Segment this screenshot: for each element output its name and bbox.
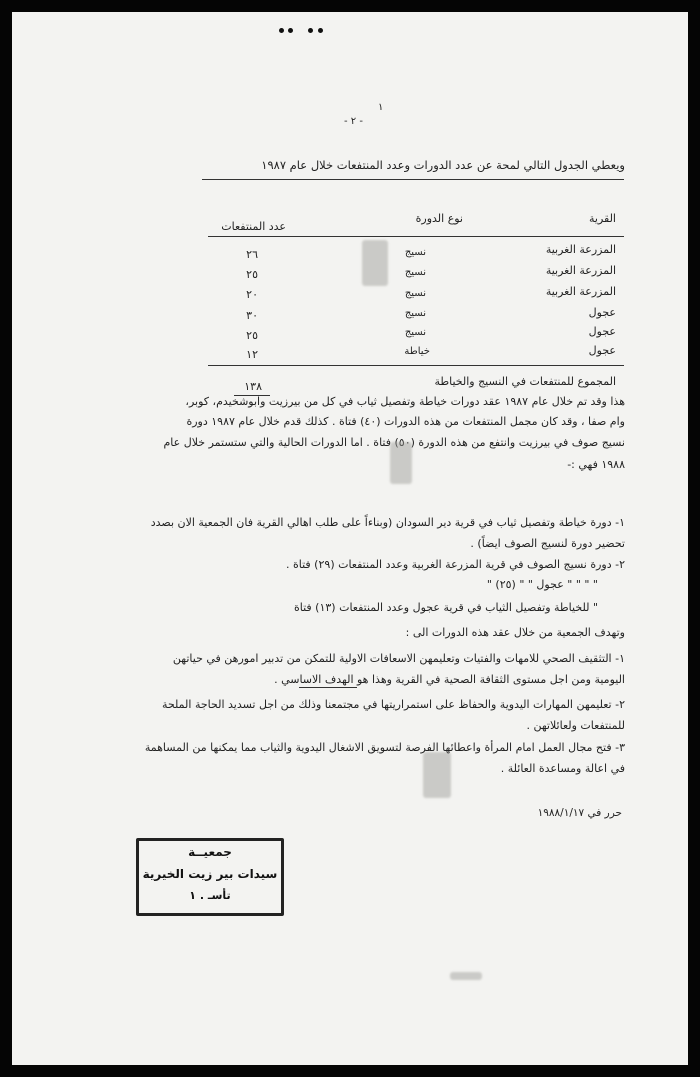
- table-total-label: المجموع للمنتفعات في النسيج والخياطة: [434, 375, 616, 388]
- paragraph-line: نسيج صوف في بيرزيت وانتفع من هذه الدورة (٥٠) فتاة . اما الدورات الحالية والتي ستستمر خلال عام: [163, 436, 625, 449]
- underline-emphasis: [299, 687, 357, 688]
- list-line: " " " " عجول " " (٢٥) ": [486, 578, 598, 591]
- goal-line: للمنتفعات ولعائلاتهن .: [526, 719, 625, 732]
- table-row-type: نسيج: [404, 327, 426, 338]
- punch-hole: [279, 28, 284, 33]
- goals-intro: وتهدف الجمعية من خلال عقد هذه الدورات الى :: [405, 626, 625, 639]
- ink-smudge: [390, 442, 412, 484]
- list-line: ١- دورة خياطة وتفصيل ثياب في قرية دير السودان (وبناءاً على طلب اهالي القرية فان الجمعية الان بصدد: [150, 516, 625, 529]
- table-row-village: عجول: [588, 325, 616, 338]
- table-row-type: نسيج: [404, 308, 426, 319]
- page-number-sub: - ٢ -: [344, 116, 363, 127]
- document-page: [12, 12, 688, 1065]
- list-line: " للخياطة وتفصيل الثياب في قرية عجول وعدد المنتفعات (١٣) فتاة: [293, 601, 598, 614]
- paragraph-line: هذا وقد تم خلال عام ١٩٨٧ عقد دورات خياطة وتفصيل ثياب في كل من بيرزيت وابوشخيدم، كوبر،: [185, 395, 625, 408]
- table-row-type: نسيج: [404, 288, 426, 299]
- paragraph-line: وام صفا ، وقد كان مجمل المنتفعات من هذه الدورات (٤٠) فتاة . كذلك قدم خلال عام ١٩٨٧ دورة: [186, 415, 625, 428]
- table-row-count: ٢٦: [246, 248, 258, 261]
- goal-line: اليومية ومن اجل مستوى الثقافة الصحية في القرية وهذا هو الهدف الاساسي .: [274, 673, 625, 686]
- table-row-type: نسيج: [404, 247, 426, 258]
- table-row-village: المزرعة الغربية: [545, 264, 616, 277]
- table-row-village: المزرعة الغربية: [545, 243, 616, 256]
- stamp-line: سيدات بير زيت الخيرية: [142, 867, 278, 881]
- organization-stamp: [136, 838, 284, 916]
- punch-hole: [288, 28, 293, 33]
- table-row-village: المزرعة الغربية: [545, 285, 616, 298]
- paragraph-line: ١٩٨٨ فهي :-: [567, 458, 625, 471]
- goal-line: ٢- تعليمهن المهارات اليدوية والحفاظ على استمراريتها في مجتمعنا وذلك من اجل تسديد الحاجة الملحة: [162, 698, 625, 711]
- table-header-count: عدد المنتفعات: [221, 220, 286, 233]
- table-header-type: نوع الدورة: [415, 212, 463, 225]
- stamp-line: تأسـ . ١: [189, 889, 231, 902]
- list-line: تحضير دورة لنسيج الصوف ايضاً) .: [470, 537, 625, 550]
- punch-hole: [308, 28, 313, 33]
- goal-line: ١- التثقيف الصحي للامهات والفتيات وتعليمهن الاسعافات الاولية للتمكن من تدبير امورهن في حياتهن: [172, 652, 625, 665]
- table-header-village: القرية: [588, 212, 616, 225]
- punch-hole: [318, 28, 323, 33]
- page-number: ١: [378, 102, 384, 113]
- table-row-village: عجول: [588, 344, 616, 357]
- table-row-village: عجول: [588, 306, 616, 319]
- intro-text: ويعطي الجدول التالي لمحة عن عدد الدورات وعدد المنتفعات خلال عام ١٩٨٧: [261, 158, 625, 172]
- table-row-count: ٢٥: [246, 329, 258, 342]
- ink-smudge: [450, 972, 482, 980]
- table-row-count: ٣٠: [246, 309, 258, 322]
- table-row-type: نسيج: [404, 267, 426, 278]
- table-row-count: ١٢: [246, 348, 258, 361]
- ink-smudge: [423, 752, 451, 798]
- table-bottom-divider: [208, 365, 624, 366]
- table-total-value: ١٣٨: [244, 380, 262, 393]
- table-row-count: ٢٠: [246, 288, 258, 301]
- table-row-type: خياطة: [404, 346, 430, 357]
- table-row-count: ٢٥: [246, 268, 258, 281]
- document-date: حرر في ١٩٨٨/١/١٧: [537, 807, 622, 819]
- list-line: ٢- دورة نسيج الصوف في قرية المزرعة الغربية وعدد المنتفعات (٢٩) فتاة .: [286, 558, 625, 571]
- divider-top: [202, 179, 624, 180]
- stamp-line: جمعيــة: [188, 845, 232, 859]
- table-header-divider: [208, 236, 624, 237]
- ink-smudge: [362, 240, 388, 286]
- goal-line: ٣- فتح مجال العمل امام المرأة واعطائها الفرصة لتسويق الاشغال اليدوية والثياب مما يمكنها من المساهمة: [144, 741, 625, 754]
- goal-line: في اعالة ومساعدة العائلة .: [500, 762, 625, 775]
